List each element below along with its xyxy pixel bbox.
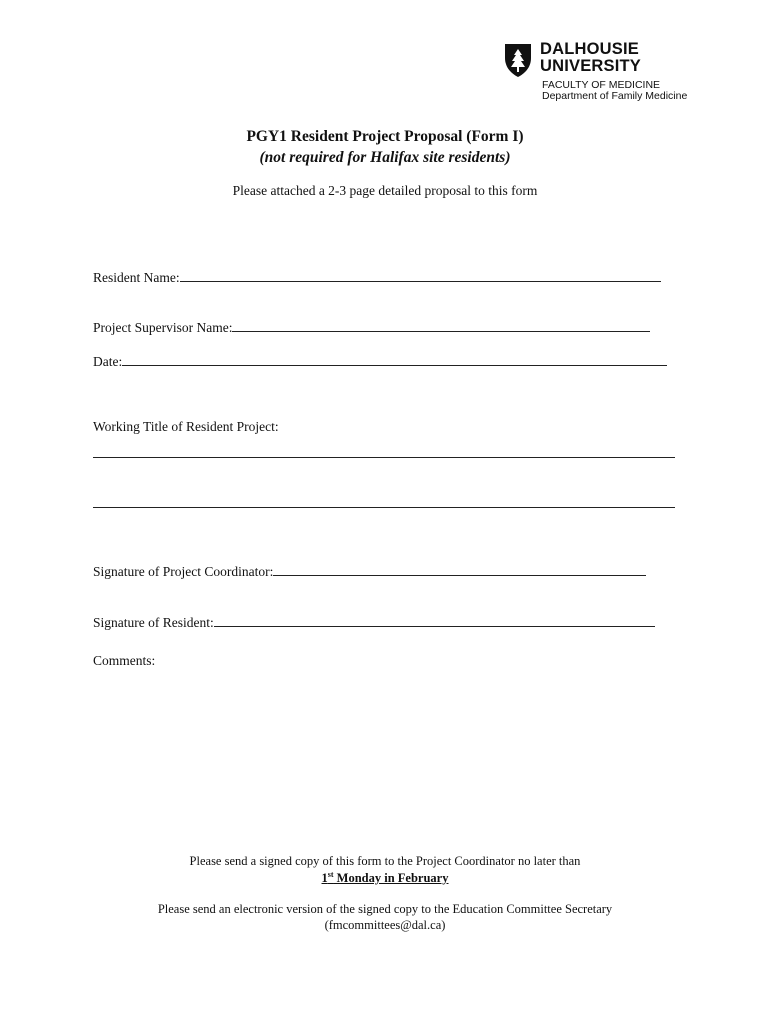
resident-signature-label: Signature of Resident:	[93, 615, 214, 630]
deadline-number: 1	[321, 871, 328, 885]
faculty-name: FACULTY OF MEDICINE	[542, 79, 661, 91]
deadline-text	[322, 871, 449, 885]
resident-name-field	[93, 267, 661, 286]
supervisor-name-label: Project Supervisor Name:	[93, 320, 233, 335]
coordinator-signature-label: Signature of Project Coordinator:	[93, 564, 274, 579]
coordinator-signature-field	[93, 561, 646, 580]
electronic-instruction: Please send an electronic version of the signed copy to the Education Committee Secretary	[157, 902, 613, 916]
form-title: PGY1 Resident Project Proposal (Form I)	[246, 128, 524, 145]
coordinator-signature-line[interactable]	[273, 561, 646, 576]
resident-signature-field	[93, 612, 655, 631]
working-title-line-1[interactable]	[93, 457, 675, 458]
subtitle-text: not required for Halifax site residents	[264, 149, 506, 166]
working-title-label: Working Title of Resident Project:	[93, 419, 279, 434]
university-name	[540, 41, 641, 75]
deadline-suffix: st	[327, 869, 334, 879]
date-field	[93, 351, 667, 370]
department-name: Department of Family Medicine	[542, 90, 688, 102]
university-line1: DALHOUSIE	[540, 40, 639, 58]
subtitle-close: )	[505, 149, 511, 166]
working-title-line-2[interactable]	[93, 507, 675, 508]
date-label: Date:	[93, 354, 123, 369]
university-line2: UNIVERSITY	[540, 57, 642, 75]
deadline-rest: Monday in February	[333, 871, 449, 885]
deadline	[0, 871, 770, 886]
send-instruction: Please send a signed copy of this form to the Project Coordinator no later than	[189, 854, 581, 868]
form-subtitle	[0, 149, 770, 167]
supervisor-name-line[interactable]	[232, 317, 650, 332]
secretary-email[interactable]: (fmcommittees@dal.ca)	[324, 918, 446, 932]
faculty-block	[542, 80, 687, 102]
date-line[interactable]	[122, 351, 667, 366]
university-logo	[503, 40, 703, 104]
dalhousie-crest-icon	[503, 42, 533, 78]
form-instruction: Please attached a 2-3 page detailed proposal to this form	[232, 183, 538, 198]
supervisor-name-field	[93, 317, 650, 336]
subtitle-open: (	[259, 149, 265, 166]
resident-name-label: Resident Name:	[93, 270, 180, 285]
resident-name-line[interactable]	[180, 267, 661, 282]
comments-label: Comments:	[93, 653, 156, 668]
resident-signature-line[interactable]	[214, 612, 655, 627]
